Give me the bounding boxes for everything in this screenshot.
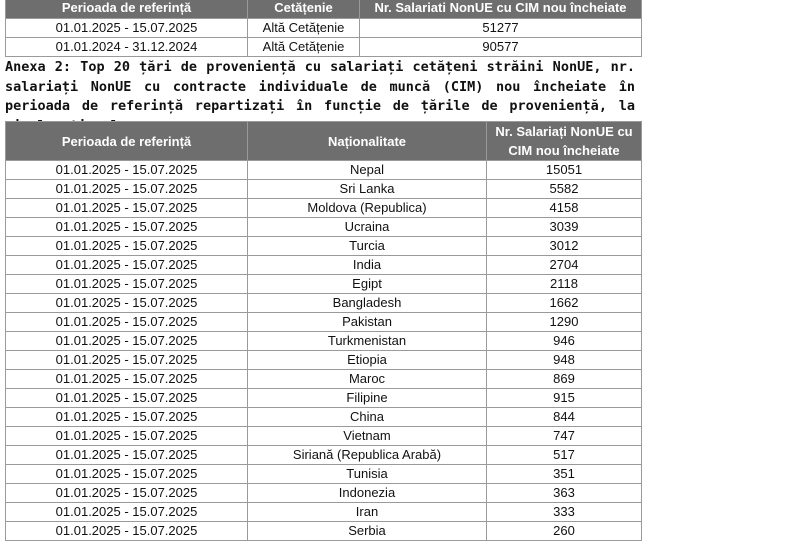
table-row xyxy=(6,294,642,313)
nationality-cell: Maroc xyxy=(248,370,487,389)
period-cell: 01.01.2025 - 15.07.2025 xyxy=(6,522,248,541)
nationality-cell: Bangladesh xyxy=(248,294,487,313)
employee-count-cell: 2118 xyxy=(487,275,642,294)
table-row xyxy=(6,275,642,294)
period-cell: 01.01.2025 - 15.07.2025 xyxy=(6,237,248,256)
table-row xyxy=(6,370,642,389)
column-header-period: Perioada de referință xyxy=(6,122,248,161)
employee-count-cell: 844 xyxy=(487,408,642,427)
table-row xyxy=(6,446,642,465)
top-countries-table xyxy=(5,121,642,541)
table-header xyxy=(6,0,642,19)
nationality-cell: Iran xyxy=(248,503,487,522)
period-cell: 01.01.2025 - 15.07.2025 xyxy=(6,370,248,389)
column-header-period: Perioada de referință xyxy=(6,0,248,19)
column-header-employee-count: Nr. Salariati NonUE cu CIM nou încheiate xyxy=(360,0,642,19)
period-cell: 01.01.2025 - 15.07.2025 xyxy=(6,446,248,465)
table-row xyxy=(6,503,642,522)
table-row xyxy=(6,522,642,541)
column-header-citizenship: Cetățenie xyxy=(248,0,360,19)
nationality-cell: Nepal xyxy=(248,161,487,180)
column-header-employee-count: Nr. Salariați NonUE cu CIM nou încheiate xyxy=(487,122,642,161)
employee-count-cell: 747 xyxy=(487,427,642,446)
period-cell: 01.01.2024 - 31.12.2024 xyxy=(6,38,248,57)
table-row xyxy=(6,38,642,57)
citizenship-cell: Altă Cetățenie xyxy=(248,19,360,38)
table-row xyxy=(6,199,642,218)
period-cell: 01.01.2025 - 15.07.2025 xyxy=(6,503,248,522)
employee-count-cell: 15051 xyxy=(487,161,642,180)
employee-count-cell: 3012 xyxy=(487,237,642,256)
employee-count-cell: 2704 xyxy=(487,256,642,275)
table-row xyxy=(6,161,642,180)
employee-count-cell: 1290 xyxy=(487,313,642,332)
table-row xyxy=(6,389,642,408)
nationality-cell: Turcia xyxy=(248,237,487,256)
annex-caption: Anexa 2: Top 20 țări de proveniență cu salariați cetățeni străini NonUE, nr. salariați NonUE cu contracte individuale de muncă (CIM) nou încheiate în perioada de referință repartizați în funcție de țările de proveniență, la xyxy=(5,59,635,114)
nationality-cell: Vietnam xyxy=(248,427,487,446)
period-cell: 01.01.2025 - 15.07.2025 xyxy=(6,275,248,294)
employee-count-cell: 946 xyxy=(487,332,642,351)
employee-count-cell: 869 xyxy=(487,370,642,389)
employee-count-cell: 517 xyxy=(487,446,642,465)
period-cell: 01.01.2025 - 15.07.2025 xyxy=(6,199,248,218)
period-cell: 01.01.2025 - 15.07.2025 xyxy=(6,332,248,351)
employee-count-cell: 260 xyxy=(487,522,642,541)
nationality-cell: China xyxy=(248,408,487,427)
nationality-cell: Indonezia xyxy=(248,484,487,503)
period-cell: 01.01.2025 - 15.07.2025 xyxy=(6,218,248,237)
table-row xyxy=(6,180,642,199)
nationality-cell: India xyxy=(248,256,487,275)
employee-count-cell: 4158 xyxy=(487,199,642,218)
employee-count-cell: 948 xyxy=(487,351,642,370)
period-cell: 01.01.2025 - 15.07.2025 xyxy=(6,19,248,38)
employee-count-cell: 51277 xyxy=(360,19,642,38)
column-header-nationality: Naționalitate xyxy=(248,122,487,161)
table-row xyxy=(6,427,642,446)
employee-count-cell: 333 xyxy=(487,503,642,522)
citizenship-summary-table xyxy=(5,0,642,57)
table-header xyxy=(6,122,642,161)
table-row xyxy=(6,351,642,370)
citizenship-cell: Altă Cetățenie xyxy=(248,38,360,57)
table-row xyxy=(6,19,642,38)
table-body xyxy=(6,19,642,57)
nationality-cell: Ucraina xyxy=(248,218,487,237)
period-cell: 01.01.2025 - 15.07.2025 xyxy=(6,313,248,332)
table-row xyxy=(6,256,642,275)
employee-count-cell: 351 xyxy=(487,465,642,484)
period-cell: 01.01.2025 - 15.07.2025 xyxy=(6,256,248,275)
nationality-cell: Tunisia xyxy=(248,465,487,484)
nationality-cell: Turkmenistan xyxy=(248,332,487,351)
table-row xyxy=(6,484,642,503)
period-cell: 01.01.2025 - 15.07.2025 xyxy=(6,351,248,370)
period-cell: 01.01.2025 - 15.07.2025 xyxy=(6,465,248,484)
nationality-cell: Pakistan xyxy=(248,313,487,332)
employee-count-cell: 915 xyxy=(487,389,642,408)
period-cell: 01.01.2025 - 15.07.2025 xyxy=(6,408,248,427)
period-cell: 01.01.2025 - 15.07.2025 xyxy=(6,484,248,503)
nationality-cell: Filipine xyxy=(248,389,487,408)
nationality-cell: Moldova (Republica) xyxy=(248,199,487,218)
table-row xyxy=(6,408,642,427)
table-row xyxy=(6,313,642,332)
table-row xyxy=(6,332,642,351)
table-row xyxy=(6,237,642,256)
period-cell: 01.01.2025 - 15.07.2025 xyxy=(6,161,248,180)
nationality-cell: Sri Lanka xyxy=(248,180,487,199)
nationality-cell: Etiopia xyxy=(248,351,487,370)
nationality-cell: Siriană (Republica Arabă) xyxy=(248,446,487,465)
period-cell: 01.01.2025 - 15.07.2025 xyxy=(6,427,248,446)
employee-count-cell: 3039 xyxy=(487,218,642,237)
nationality-cell: Serbia xyxy=(248,522,487,541)
period-cell: 01.01.2025 - 15.07.2025 xyxy=(6,294,248,313)
employee-count-cell: 5582 xyxy=(487,180,642,199)
period-cell: 01.01.2025 - 15.07.2025 xyxy=(6,180,248,199)
period-cell: 01.01.2025 - 15.07.2025 xyxy=(6,389,248,408)
nationality-cell: Egipt xyxy=(248,275,487,294)
table-body xyxy=(6,161,642,541)
table-row xyxy=(6,465,642,484)
employee-count-cell: 1662 xyxy=(487,294,642,313)
table-row xyxy=(6,218,642,237)
employee-count-cell: 90577 xyxy=(360,38,642,57)
employee-count-cell: 363 xyxy=(487,484,642,503)
